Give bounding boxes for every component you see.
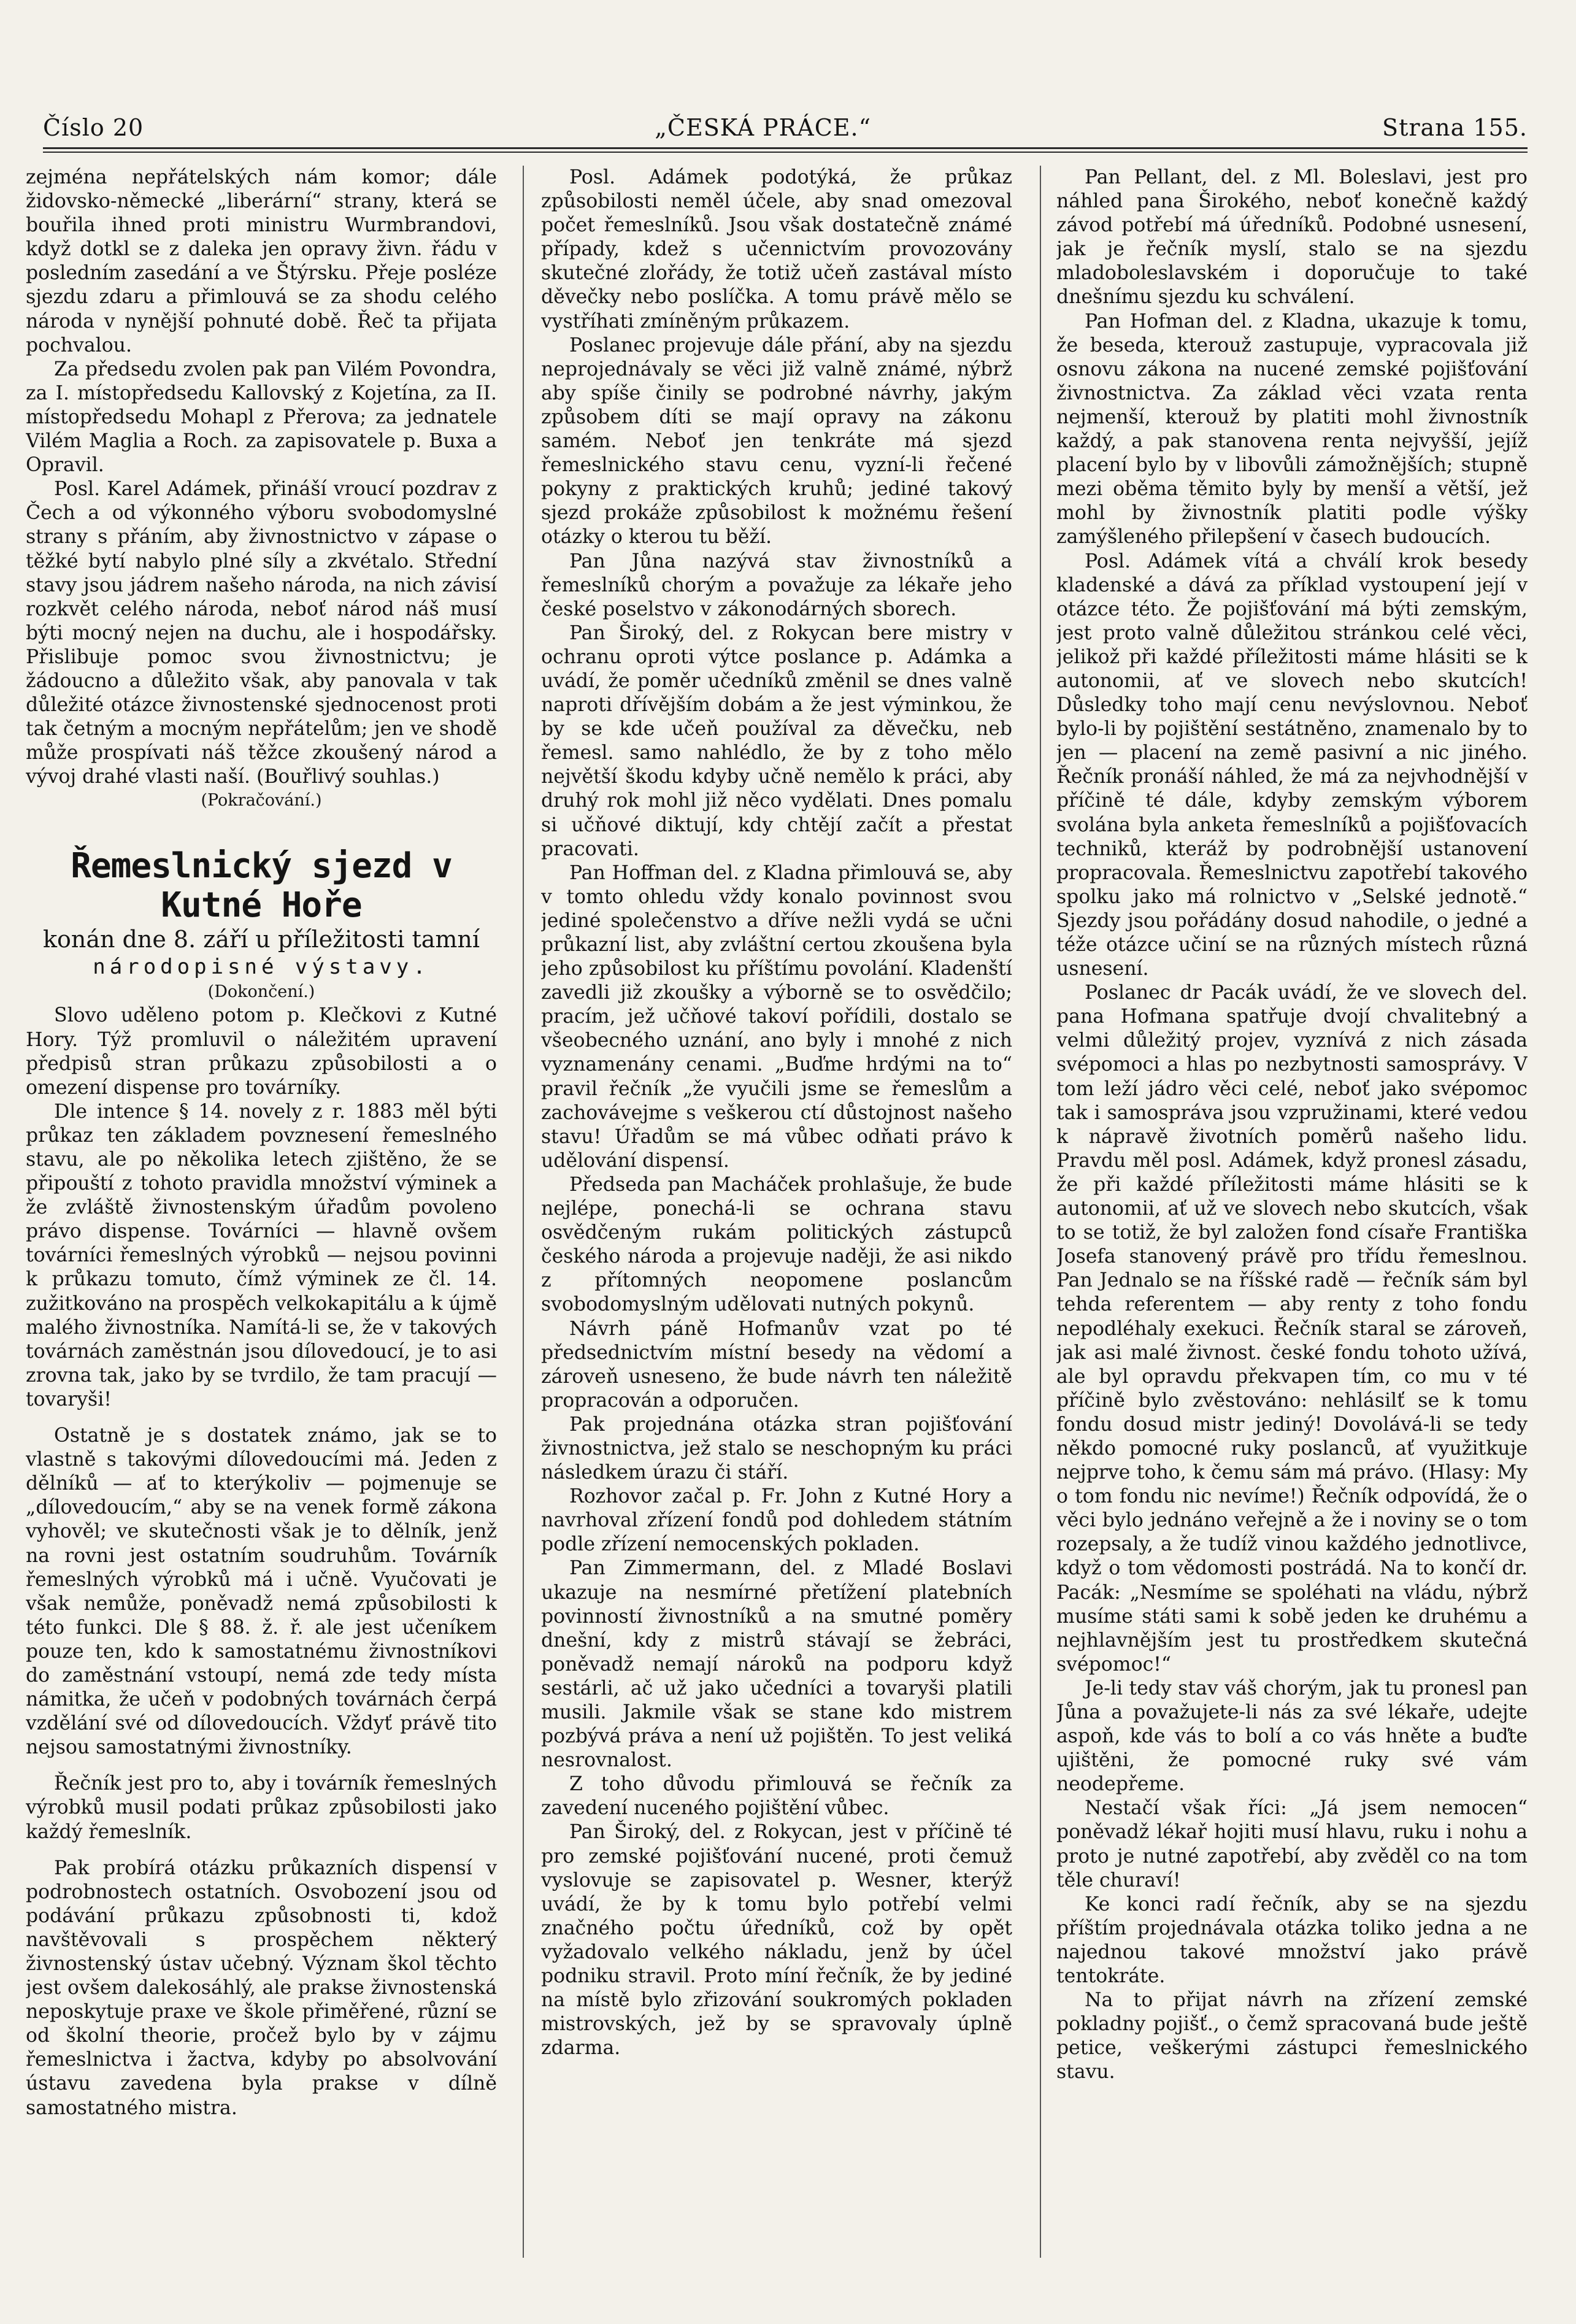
paragraph: Ostatně je s dostatek známo, jak se to vlastně s takovými dílovedoucími má. Jeden z dělníků — ať to kterýkoliv — pojmenuje se „dílovedoucím,“ aby se na venek formě zákona vyhověl; ve skutečnosti však je to dělník, jenž na rovni jest ostatním soudruhům. Továrník řemeslných výrobků má i učně. Vyučovati je však nemůže, poněvadž nemá způsobilosti k této funkci. Dle § 88. ž. ř. ale jest učeníkem pouze ten, kdo k samostatnému živnostníkovi do zaměstnání vstoupí, nemá zde tedy místa námitka, že učeň v podobných továrnách čerpá vzdělání své od dílovedoucích. Vždyť právě tito nejsou samostatnými živnostníky.	[26, 1425, 497, 1759]
paragraph: Je-li tedy stav váš chorým, jak tu pronesl pan Jůna a považujete-li nás za své lékaře, udejte aspoň, kde vás to bolí a co vás hněte a buďte ujištěni, že pomocné ruky své vám neodepřeme.	[1056, 1677, 1528, 1796]
concluded-note: (Dokončení.)	[207, 982, 315, 1002]
article-subtitle: konán dne 8. září u příležitosti tamní	[42, 926, 480, 953]
issue-number: Číslo 20	[43, 114, 144, 141]
paragraph: Pan Pellant, del. z Ml. Boleslavi, jest pro náhled pana Širokého, neboť konečně každý závod potřebí má úředníků. Podobné usnesení, jak je řečník myslí, stalo se na sjezdu mladoboleslavském i doporučuje to také dnešnímu sjezdu ku schválení.	[1056, 166, 1528, 309]
paragraph: Ke konci radí řečník, aby se na sjezdu příštím projednávala otázka toliko jedna a ne najednou takové množství jako právě tentokráte.	[1056, 1893, 1528, 1988]
paragraph: Řečník jest pro to, aby i továrník řemeslných výrobků musil podati průkaz způsobilosti jako každý řemeslník.	[26, 1772, 497, 1843]
paragraph: zejména nepřátelských nám komor; dále židovsko-německé „liberární“ strany, která se bouřila ihned proti ministru Wurmbrandovi, když dotkl se z daleka jen opravy živn. řádu v posledním zasedání a ve Štýrsku. Přeje posléze sjezdu zdaru a přimlouvá se za shodu celého národa v nynější pohnuté době. Řeč ta přijata pochvalou.	[26, 166, 497, 356]
paragraph: Pan Zimmermann, del. z Mladé Boslavi ukazuje na nesmírné přetížení platebních povinností živnostníků a na smutné poměry dnešní, kdy z mistrů stávají se žebráci, poněvadž nemají nároků na podporu když sestárli, ač už jako učedníci a tovaryši platili musili. Jakmile však se stane kdo mistrem pozbývá práva a není už pojištěn. To jest veliká nesrovnalost.	[541, 1557, 1012, 1772]
paragraph: Návrh páně Hofmanův vzat po té předsednictvím místní besedy na vědomí a zároveň usneseno, že bude návrh ten náležitě propracován a odporučen.	[541, 1317, 1012, 1412]
column-separator	[523, 166, 524, 2258]
column-separator	[1040, 166, 1041, 2258]
paragraph: Posl. Karel Adámek, přináší vroucí pozdrav z Čech a od výkonného výboru svobodomyslné strany s přáním, aby živnostnictvo v zápase o těžké bytí nabylo plné síly a zkvétalo. Střední stavy jsou jádrem našeho národa, na nich závisí rozkvět celého národa, neboť národ náš musí býti mocný nejen na duchu, ale i hospodářsky. Přislibuje pomoc svou živnostnictvu; je žádoucno a důležito však, aby panovala v tak důležité otázce živnostenské sjednocenost proti tak četným a mocným nepřátelům; jen ve shodě může prospívati náš těžce zkoušený národ a vývoj drahé vlasti naší. (Bouřlivý souhlas.)	[26, 478, 497, 788]
paragraph: Na to přijat návrh na zřízení zemské pokladny pojišť., o čemž spracovaná bude ještě petice, veškerými zástupci řemeslnického stavu.	[1056, 1989, 1528, 2084]
paragraph: Pan Široký, del. z Rokycan bere mistry v ochranu oproti výtce poslance p. Adámka a uvádí, že poměr učedníků změnil se dnes valně naproti dřívějším dobám a že jest výminkou, že by se kde učeň používal za děvečku, neb řemesl. samo nahlédlo, že by z toho mělo největší škodu kdyby učně nemělo k práci, aby druhý rok mohl již něco vydělati. Dnes pomalu si učňové diktují, kdy chtějí začít a přestat pracovati.	[541, 621, 1012, 860]
column-2	[541, 166, 1012, 2295]
article-subtitle-spaced: národopisné výstavy.	[93, 955, 430, 980]
paragraph: Dle intence § 14. novely z r. 1883 měl býti průkaz ten základem povznesení řemeslného stavu, ale po několika letech zjištěno, že se připouští z tohoto pravidla množství výminek a že zvláště živnostenským úřadům povoleno právo dispense. Továrníci — hlavně ovšem továrníci řemeslných výrobků — nejsou povinni k průkazu tomuto, čímž výminek ze čl. 14. zužitkováno na prospěch velkokapitálu a k újmě malého živnostníka. Namítá-li se, že v takových továrnách zaměstnán jsou dílovedoucí, je to asi zrovna tak, jako by se tvrdilo, že tam pracují — tovaryši!	[26, 1100, 497, 1410]
paragraph: Pan Hoffman del. z Kladna přimlouvá se, aby v tomto ohledu vždy konalo povinnost svou jediné společenstvo a dříve nežli vydá se učni průkazní list, aby zvláštní certou zkoušena byla jeho způsobilost ku příštímu povolání. Kladenští zavedli již zkoušky a výborně se to osvědčilo; pracím, jež učňové takoví pořídili, dostalo se všeobecného uznání, ano byly i mnohé z nich vyznamenány cenami. „Buďme hrdými na to“ pravil řečník „že vyučili jsme se řemeslům a zachovávejme s veškerou ctí důstojnost našeho stavu! Úřadům se má vůbec odňati právo k udělování dispensí.	[541, 861, 1012, 1172]
header-rule	[43, 147, 1528, 149]
paragraph: Slovo uděleno potom p. Klečkovi z Kutné Hory. Týž promluvil o náležitém upravení předpisů stran průkazu způsobilosti a o omezení dispense pro továrníky.	[26, 1004, 497, 1099]
paragraph: Posl. Adámek vítá a chválí krok besedy kladenské a dává za příklad vystoupení její v otázce této. Že pojišťování má býti zemským, jest proto valně důležitou stránkou celé věci, jelikož při každé příležitosti máme hlásiti se k autonomii, ať ve slovech nebo skutcích! Důsledky toho mají cenu nevýslovnou. Neboť bylo-li by pojištění sestátněno, znamenalo by to jen — placení na země pasivní a nic jiného. Řečník pronáší náhled, že má za nejvhodnější v příčině té dále, kdyby zemským výborem svolána byla anketa řemeslníků a pojišťovacích techniků, kteráž by podrobnější ustanovení propracovala. Řemeslnictvu zapotřebí takového spolku jako má rolnictvo v „Selské jednotě.“ Sjezdy jsou pořádány dosud nahodile, o jedné a téže otázce učiní se na různých místech různá usnesení.	[1056, 550, 1528, 980]
paragraph: Z toho důvodu přimlouvá se řečník za zavedení nuceného pojištění vůbec.	[541, 1773, 1012, 1820]
paragraph: Pan Hofman del. z Kladna, ukazuje k tomu, že beseda, kterouž zastupuje, vypracovala již osnovu zákona na nucené zemské pojišťování živnostnictva. Za základ věci vzata renta nejmenší, kterouž by platiti mohl živnostník každý, a pak stanovena renta nejvyšší, jejíž placení bylo by v libovůli zámožnějších; stupně mezi oběma těmito byly by menší a větší, jež mohl by živnostník platiti podle výšky zamýšleného přilepšení v časech budoucích.	[1056, 310, 1528, 548]
column-3	[1056, 166, 1528, 2295]
article-title: Řemeslnický sjezd v Kutné Hoře	[71, 846, 452, 926]
newspaper-title: „ČESKÁ PRÁCE.“	[655, 114, 872, 141]
header-rule-thin	[43, 152, 1528, 153]
column-1	[26, 166, 497, 2295]
paragraph: Pak projednána otázka stran pojišťování živnostnictva, jež stalo se neschopným ku práci následkem úrazu či stáří.	[541, 1413, 1012, 1484]
paragraph: Pan Jůna nazývá stav živnostníků a řemeslníků chorým a považuje za lékaře jeho české poselstvo v zákonodárných sborech.	[541, 550, 1012, 620]
paragraph: Pan Široký, del. z Rokycan, jest v příčině té pro zemské pojišťování nucené, proti čemuž vyslovuje se zapisovatel p. Wesner, kterýž uvádí, že by k tomu bylo potřebí velmi značného počtu úředníků, což by opět vyžadovalo velkého nákladu, jenž by účel podniku stravil. Proto míní řečník, že by jediné na místě bylo zřizování soukromých pokladen mistrovských, jež by se spravovaly úplně zdarma.	[541, 1821, 1012, 2060]
paragraph: Předseda pan Macháček prohlašuje, že bude nejlépe, ponechá-li se ochrana stavu osvědčeným rukám politických zástupců českého národa a projevuje naději, že asi nikdo z přítomných neopomene poslancům svobodomyslným udělovati nutných pokynů.	[541, 1173, 1012, 1316]
paragraph: Nestačí však říci: „Já jsem nemocen“ poněvadž lékař hojiti musí hlavu, ruku i nohu a proto je nutné zapotřebí, aby zvěděl co na tom těle churaví!	[1056, 1797, 1528, 1891]
paragraph: Pak probírá otázku průkazních dispensí v podrobnostech ostatních. Osvobození jsou od podávání průkazu způsobnosti ti, kdož navštěvovali s prospěchem některý živnostenský ústav učebný. Význam škol těchto jest ovšem dalekosáhlý, ale prakse živnostenská neposkytuje praxe ve škole přiměřené, různí se od školní theorie, pročež bylo by v zájmu řemeslnictva i žactva, kdyby po absolvování ústavu zavedena byla prakse v dílně samostatného mistra.	[26, 1857, 497, 2119]
paragraph: Rozhovor začal p. Fr. John z Kutné Hory a navrhoval zřízení fondů pod dohledem státním podle zřízení nemocenských pokladen.	[541, 1485, 1012, 1556]
continued-note: (Pokračování.)	[201, 791, 322, 810]
paragraph: Posl. Adámek podotýká, že průkaz způsobilosti neměl účele, aby snad omezoval počet řemeslníků. Jsou však dostatečně známé případy, kdež s učennictvím provozovány skutečné zlořády, že totiž učeň zastával místo děvečky nebo poslíčka. A tomu právě mělo se vystříhati zmíněným průkazem.	[541, 166, 1012, 333]
page-number: Strana 155.	[1382, 114, 1528, 141]
page-header	[43, 109, 1528, 146]
paragraph: Poslanec projevuje dále přání, aby na sjezdu neprojednávaly se věci již valně známé, nýbrž aby spíše činily se podrobné návrhy, jakým způsobem díti se mají opravy na zákonu samém. Neboť jen tenkráte má sjezd řemeslnického stavu cenu, vyzní-li řečené pokyny z praktických kruhů; jediné takový sjezd prokáže způsobilost k možnému řešení otázky o kterou tu běží.	[541, 334, 1012, 548]
paragraph: Za předsedu zvolen pak pan Vilém Povondra, za I. místopředsedu Kallovský z Kojetína, za II. místopředsedu Mohapl z Přerova; za jednatele Vilém Maglia a Roch. za zapisovatele p. Buxa a Opravil.	[26, 358, 497, 477]
paragraph: Poslanec dr Pacák uvádí, že ve slovech del. pana Hofmana spatřuje dvojí chvalitebný a velmi důležitý projev, vyznívá z nich zásada svépomoci a hlas po nezbytnosti samosprávy. V tom leží jádro věci celé, neboť jako svépomoc tak i samospráva jsou vzpružinami, které vedou k nápravě životních poměrů našeho lidu. Pravdu měl posl. Adámek, když pronesl zásadu, že při každé příležitosti máme hlásiti se k autonomii, ať už ve slovech nebo skutcích, však to se totiž, že byl založen fond císaře Františka Josefa stanovený právě pro třídu řemeslnou. Pan Jednalo se na říšské radě — řečník sám byl tehda referentem — aby renty z toho fondu nepodléhaly exekuci. Řečník staral se zároveň, jak asi malé živnost. české fondu tohoto užívá, ale byl opravdu překvapen tím, co mu v té příčině bylo zvěstováno: nehlásilť se k tomu fondu dosud mistr jediný! Dovolává-li se tedy někdo pomocné ruky poslanců, ať využitkuje nejprve toho, k čemu sám má právo. (Hlasy: My o tom fondu nic nevíme!) Řečník odpovídá, že o věci bylo jednáno veřejně a že i noviny se o tom rozepsaly, a že tudíž vinou každého jednotlivce, když o tom vědomosti postrádá. Na to končí dr. Pacák: „Nesmíme se spoléhati na vládu, nýbrž musíme státi sami k sobě jeden ke druhému a nejhlavnějším jest tu prostředkem skutečná svépomoc!“	[1056, 982, 1528, 1676]
